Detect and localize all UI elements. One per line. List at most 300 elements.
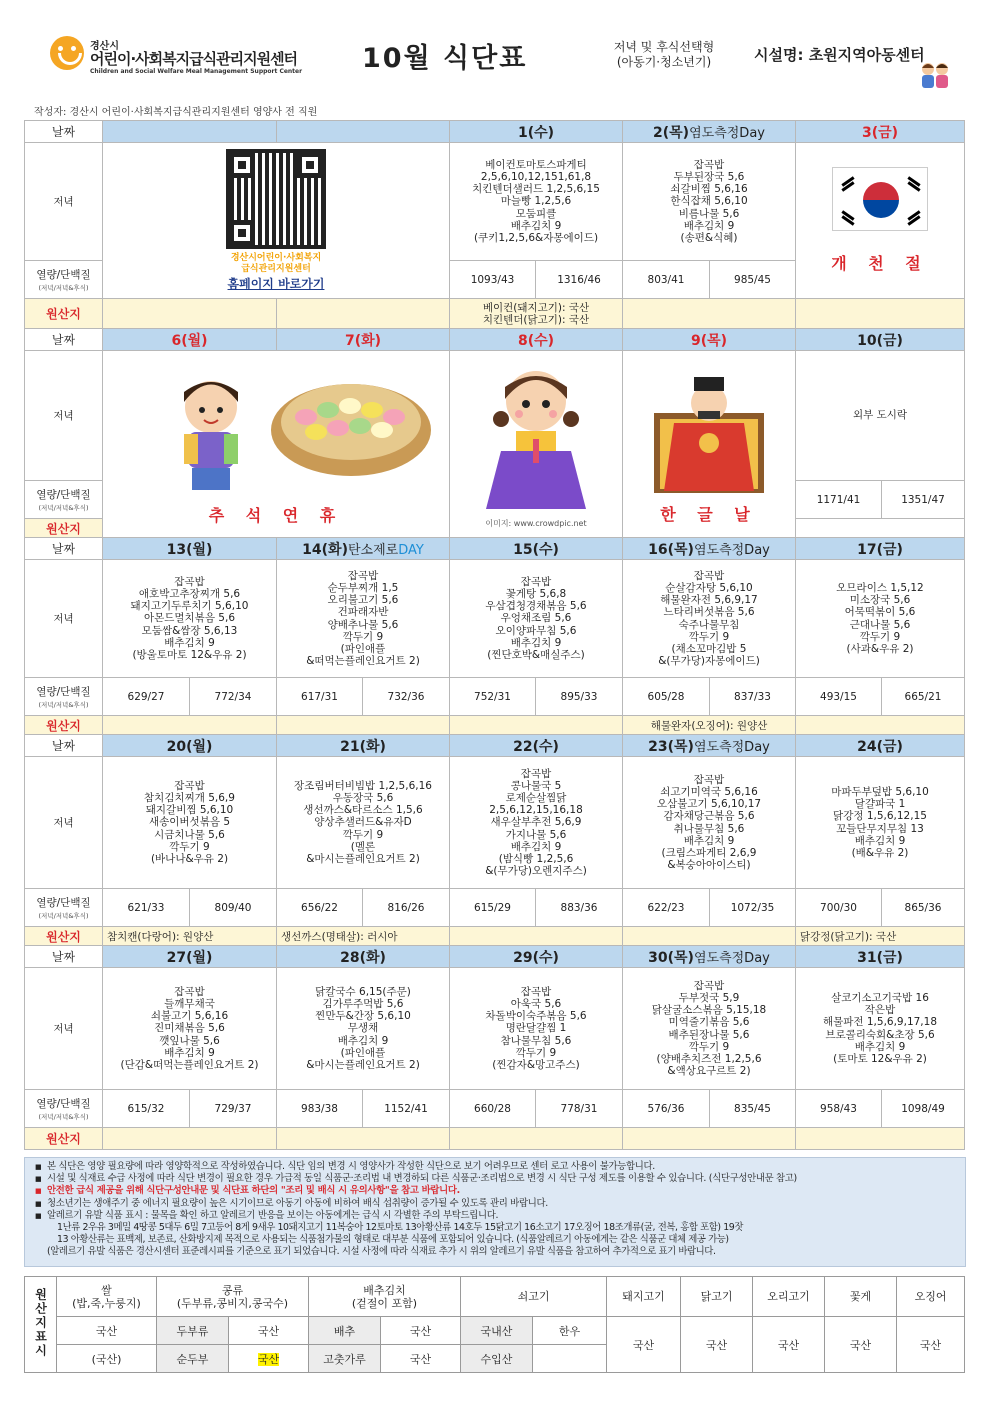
menu-dish: 깍두기 9 [342,828,384,841]
girl-hanbok-icon [461,359,611,515]
date-text: 14(화) [302,541,348,558]
menu-dish: 배추김치 9 [510,636,562,649]
beef-type: 국내산 [461,1317,533,1345]
menu-dish: 배추김치 9 [683,834,735,847]
menu-dish: 우동장국 5,6 [332,791,394,804]
king-sejong-icon [634,363,784,497]
menu-dish: 어묵떡볶이 5,6 [844,606,916,619]
menu-dish: 시금치나물 5,6 [154,828,225,841]
menu-dish: (토마토 12&우유 2) [833,1052,927,1065]
origin-label: 원산지 [25,927,103,946]
crab-origin: 국산 [825,1317,897,1373]
notes-box [24,1157,966,1267]
squid-header: 오징어 [897,1277,965,1317]
menu-dish: 아욱국 5,6 [510,997,562,1010]
week5-day2-date: 28(화) [277,946,450,968]
date-text: 30(목) [648,949,694,966]
salinity-day: 염도측정Day [689,125,765,141]
menu-dish: (크림스파게티 2,6,9 [661,846,757,859]
menu-dish: 김가루주먹밥 5,6 [322,997,404,1010]
menu-dish: 오삼불고기 5,6,10,17 [656,798,762,811]
note-item: ■ 알레르기 유발 식품 표시 : 물목을 확인 하고 알레르기 반응을 보이는 아동에게는 급식 시 각별한 주의 부탁드립니다. [35,1210,959,1222]
menu-dish: 모둠피클 [515,207,557,220]
kcal-value: 752/31 [450,678,536,716]
week3-origin-note: 해물완자(오징어): 원양산 [623,716,796,735]
week1-day2-date [277,121,450,143]
kimchi-type: 배추 [309,1317,381,1345]
menu-dish: (멜론 [350,840,376,853]
kcal-value: 1152/41 [363,1090,450,1128]
week3-day1-date: 13(월) [103,538,277,560]
kcal-value: 660/28 [450,1090,536,1128]
kcal-value: 622/23 [623,889,710,927]
menu-dish: 애호박고추장찌개 5,6 [138,587,241,600]
week3-day1-menu [103,560,277,678]
week3-day3-date: 15(수) [450,538,623,560]
week5-kcal-row [25,1090,965,1128]
menu-table [24,120,964,1150]
kcal-label: 열량/단백질 (저녁/저녁&후식) [25,481,103,519]
menu-dish: 작은밥 [864,1004,896,1017]
week3-origin-row [25,716,965,735]
week2-day1-date: 6(월) [103,329,277,351]
kcal-value: 883/36 [536,889,623,927]
page-title: 10월 식단표 [362,43,528,74]
menu-dish: 배추김치 9 [164,636,215,649]
menu-dish: 순두부찌개 1,5 [327,581,399,594]
menu-dish: 근대나물 5,6 [849,618,911,631]
week1-day3-date: 1(수) [450,121,623,143]
crab-header: 꽃게 [825,1277,897,1317]
menu-dish: 미소장국 5,6 [849,594,911,607]
date-text: 23(목) [648,738,694,755]
menu-dish: (파인애플 [340,1046,386,1059]
menu-dish: (사과&우유 2) [846,642,914,655]
kcal-value: 629/27 [103,678,190,716]
dinner-label: 저녁 [25,351,103,481]
week2-dinner-row [25,351,965,481]
menu-dish: (찐단호박&매실주스) [487,649,585,661]
beans-origin: 국산 [229,1317,309,1345]
date-label: 날짜 [25,329,103,351]
kcal-value: 605/28 [623,678,710,716]
note-item: ■ 본 식단은 영양 필요량에 따라 영양학적으로 작성하였습니다. 식단 임의 변경 시 영양사가 작성한 식단으로 보기 어려우므로 센터 로고 사용이 불가능합니다. [35,1161,959,1173]
week4-day2-menu [277,757,450,889]
menu-dish: 잡곡밥 [693,979,725,992]
week5-day5-date: 31(금) [796,946,965,968]
facility-name: 시설명: 초원지역아동센터 [754,46,925,64]
org-english-name: Children and Social Welfare Meal Management Support Center [90,68,303,75]
kcal-value: 665/21 [882,678,965,716]
menu-dish: 모둠쌈&쌈장 5,6,13 [141,624,238,637]
week4-day1-menu [103,757,277,889]
menu-dish: 두부젓국 5,9 [678,991,740,1004]
menu-dish: 쇠갈비찜 5,6,16 [670,183,748,196]
chuseok-label: 추 석 연 휴 [208,506,344,525]
week3-day2-menu [277,560,450,678]
kcal-value: 865/36 [882,889,965,927]
origin-table [24,1276,964,1373]
menu-dish: 한식잡채 5,6,10 [670,195,748,208]
menu-dish: 깍두기 9 [342,630,384,643]
menu-dish: 마파두부덮밥 5,6,10 [831,785,929,798]
date-text: 2(목) [653,124,690,141]
org-city: 경산시 [90,41,119,52]
menu-dish: 두부된장국 5,6 [673,170,745,183]
menu-dish: 돼지갈비찜 5,6,10 [145,804,234,817]
pork-origin: 국산 [607,1317,681,1373]
qr-org-line2: 급식관리지원센터 [241,264,311,274]
date-label: 날짜 [25,946,103,968]
chicken-origin: 국산 [681,1317,753,1373]
kcal-value: 1316/46 [536,261,623,299]
menu-dish: (밤식빵 1,2,5,6 [498,853,574,865]
week4-date-row [25,735,965,757]
chuseok-illustration-icon [106,362,446,512]
menu-dish: 잡곡밥 [520,575,552,588]
qr-code-cell [103,143,450,299]
kcal-value: 617/31 [277,678,363,716]
week3-day4-date [623,538,796,560]
menu-dish: 무생채 [347,1022,379,1035]
week3-day5-date: 17(금) [796,538,965,560]
menu-dish: 해물파전 1,5,6,9,17,18 [822,1016,938,1029]
menu-dish: 아몬드멸치볶음 5,6 [143,612,236,625]
week4-day2-date: 21(화) [277,735,450,757]
kimchi-origin: 국산 [381,1345,461,1373]
week1-origin-note: 베이컨(돼지고기): 국산 치킨텐더(닭고기): 국산 [450,299,623,329]
week1-dinner-row [25,143,965,261]
kcal-label: 열량/단백질 (저녁/저녁&후식) [25,261,103,299]
chicken-header: 닭고기 [681,1277,753,1317]
page-header [0,28,992,90]
menu-dish: 깍두기 9 [688,630,730,643]
menu-dish: 꽃게탕 5,6,8 [505,587,567,600]
menu-dish: (양배추치즈전 1,2,5,6 [656,1052,762,1065]
chuseok-holiday-cell [103,351,450,538]
week4-day3-menu [450,757,623,889]
kcal-value: 985/45 [710,261,796,299]
menu-dish: 마늘빵 1,2,5,6 [500,195,572,208]
kcal-value: 729/37 [190,1090,277,1128]
salinity-day: 염도측정Day [693,950,770,966]
menu-dish: (쿠키1,2,5,6&자몽에이드) [473,232,599,244]
date-text: 16(목) [648,541,694,558]
menu-dish: 잡곡밥 [693,158,725,171]
rice-header: 쌀 (밥,죽,누룽지) [57,1277,157,1317]
week4-day4-menu [623,757,796,889]
week1-day3-menu [450,143,623,261]
menu-dish: &마시는플레인요거트 2) [306,853,420,865]
kcal-value: 700/30 [796,889,882,927]
week1-day4-menu [623,143,796,261]
menu-dish: 해물완자전 5,6,9,17 [660,594,758,607]
menu-dish: 쇠불고기 5,6,16 [150,1010,229,1023]
menu-dish: 참나물무침 5,6 [500,1034,572,1047]
menu-dish: 배추김치 9 [337,1034,389,1047]
week5-origin-row [25,1128,965,1150]
note-item: ■ 청소년기는 생애주기 중 에너지 필요량이 높은 시기이므로 아동기 아동에 비하여 배식 섭취량이 증가될 수 있도록 관리 바랍니다. [35,1198,959,1210]
rice-origin-alt: (국산) [57,1345,157,1373]
kcal-label: 열량/단백질 (저녁/저녁&후식) [25,1090,103,1128]
rice-origin: 국산 [57,1317,157,1345]
meal-type-line1: 저녁 및 후식선택형 [613,40,715,54]
menu-dish: 차돌박이숙주볶음 5,6 [485,1010,587,1023]
week3-day2-date [277,538,450,560]
week4-day3-date: 22(수) [450,735,623,757]
kcal-value: 1072/35 [710,889,796,927]
qr-org-line1: 경산시어린이·사회복지 [230,253,322,263]
week5-day1-date: 27(월) [103,946,277,968]
allergen-note: 13 아황산류는 표백제, 보존료, 산화방지제 목적으로 사용되는 식품첨가물의 형태로 대부분 식품에 포함되어 있습니다. (식품알레르기 아동에게는 같은 식품군 대체 제공 가능) [57,1234,729,1246]
carbon-zero-day: 탄소제로 [347,542,399,558]
menu-dish: 꼬들단무지무침 13 [836,822,924,835]
kcal-value: 809/40 [190,889,277,927]
menu-dish: 2,5,6,10,12,151,61,8 [480,170,592,183]
week3-day5-menu [796,560,965,678]
menu-dish: (방울토마토 12&우유 2) [132,649,247,661]
kcal-value: 835/45 [710,1090,796,1128]
foundation-day-label: 개 천 절 [831,254,929,273]
homepage-link[interactable]: 홈페이지 바로가기 [227,277,325,291]
menu-dish: 가지나물 5,6 [505,828,567,841]
week4-origin-note-fri: 닭강정(닭고기): 국산 [796,927,965,946]
menu-dish: 잡곡밥 [693,569,725,582]
girl-illustration-cell [450,351,623,538]
menu-dish: 잡곡밥 [693,773,725,786]
allergen-list: 1난류 2우유 3메밀 4땅콩 5대두 6밀 7고등어 8게 9새우 10돼지고기 11복숭아 12토마토 13아황산류 14호두 15닭고기 16소고기 17오징어 18조개류(굴, 전복, 홍합 포함) 19잣 [57,1222,744,1234]
beef-type: 수입산 [461,1345,533,1373]
kcal-value: 983/38 [277,1090,363,1128]
squid-origin: 국산 [897,1317,965,1373]
allergen-standard-note: (알레르기 유발 식품은 경산시센터 표준레시피를 기준으로 표기 되었습니다. 시설 사정에 따라 식재료 추가 시 위의 알레르기 유발 식품을 참고하여 추가적으로 표기 바랍니다. [47,1246,716,1258]
beef-header: 쇠고기 [461,1277,607,1317]
menu-dish: 깍두기 9 [688,1040,730,1053]
kcal-value: 772/34 [190,678,277,716]
menu-dish: 잡곡밥 [520,767,552,780]
week3-date-row [25,538,965,560]
menu-dish: &떠먹는플레인요거트 2) [306,655,420,668]
kcal-value: 1351/47 [882,481,965,519]
menu-dish: 오이양파무침 5,6 [495,624,577,637]
menu-dish: 감자채당근볶음 5,6 [663,810,755,823]
menu-dish: 닭강정 1,5,6,12,15 [833,810,927,823]
menu-dish: 배추김치 9 [854,834,906,847]
week5-day3-date: 29(수) [450,946,623,968]
dinner-label: 저녁 [25,143,103,261]
week5-date-row [25,946,965,968]
week4-origin-note-tue: 생선까스(명태살): 러시아 [277,927,450,946]
menu-dish: 깻잎나물 5,6 [159,1034,220,1047]
menu-dish: 닭살굴소스볶음 5,15,18 [651,1004,767,1017]
menu-dish: (파인애플 [340,642,386,655]
menu-dish: 배추김치 9 [683,219,735,232]
king-illustration-cell [623,351,796,538]
week2-day3-date: 8(수) [450,329,623,351]
menu-dish: &복숭아아이스티) [667,859,751,872]
kcal-value: 803/41 [623,261,710,299]
menu-dish: 명란달걀찜 1 [505,1022,567,1035]
week4-origin-row [25,927,965,946]
week1-day5-date: 3(금) [796,121,965,143]
menu-dish: 느타리버섯볶음 5,6 [663,606,755,619]
beans-origin: 국산 [229,1345,309,1373]
week1-day4-date [623,121,796,143]
korean-flag-icon [832,167,928,231]
week4-kcal-row [25,889,965,927]
note-item: ■ 시설 및 식재료 수급 사정에 따라 식단 변경이 필요한 경우 가급적 동일 식품군·조리법 내 변경하되 다른 식품군·조리법으로 변경 시 식단 구성 제도를 이용할 수 있습니다. (식단구성안내문 참고) [35,1173,959,1185]
menu-dish: (송편&식혜) [680,232,738,244]
menu-dish: 치킨텐더샐러드 1,2,5,6,15 [472,183,600,196]
kcal-value: 615/32 [103,1090,190,1128]
dinner-label: 저녁 [25,968,103,1090]
salinity-day: 염도측정Day [693,739,770,755]
meal-type-line2: (아동기·청소년기) [616,55,712,69]
menu-dish: 깍두기 9 [169,840,210,853]
week5-day1-menu [103,968,277,1090]
kcal-value: 1098/49 [882,1090,965,1128]
menu-dish: 배추된장나물 5,6 [668,1028,750,1041]
menu-dish: 베이컨토마토스파게티 [485,158,587,171]
week5-day3-menu [450,968,623,1090]
origin-side-label: 원산지표시 [25,1277,57,1373]
menu-dish: 오므라이스 1,5,12 [836,581,924,594]
menu-dish: 비름나물 5,6 [678,207,740,220]
menu-dish: 쇠고기미역국 5,6,16 [660,785,758,798]
menu-dish: (단감&떠먹는플레인요거트 2) [120,1059,259,1071]
menu-dish: 새송이버섯볶음 5 [148,816,231,829]
week3-day4-menu [623,560,796,678]
menu-dish: 우삼겹청경채볶음 5,6 [485,600,587,613]
week1-day5-holiday [796,143,965,299]
menu-dish: (배&우유 2) [851,846,909,859]
week4-dinner-row [25,757,965,889]
menu-dish: 돼지고기두루치기 5,6,10 [130,600,249,613]
week5-day4-date [623,946,796,968]
kcal-value: 837/33 [710,678,796,716]
week2-day5-menu: 외부 도시락 [796,351,965,481]
week3-day3-menu [450,560,623,678]
menu-dish: 숙주나물무침 [678,618,740,631]
week2-day2-date: 7(화) [277,329,450,351]
meal-type [604,40,724,70]
dinner-label: 저녁 [25,757,103,889]
kcal-value: 816/26 [363,889,450,927]
kcal-value: 895/33 [536,678,623,716]
week1-origin-row [25,299,965,329]
menu-dish: 배추김치 9 [510,840,562,853]
week1-date-row [25,121,965,143]
menu-dish: 진미채볶음 5,6 [154,1022,225,1035]
center-logo-icon [50,36,84,70]
duck-header: 오리고기 [753,1277,825,1317]
menu-dish: 취나물무침 5,6 [673,822,745,835]
week2-date-row [25,329,965,351]
kimchi-origin: 국산 [381,1317,461,1345]
carbon-zero-day-suffix: DAY [398,542,424,558]
menu-dish: 생선까스&타르소스 1,5,6 [303,804,423,817]
week2-day4-date: 9(목) [623,329,796,351]
author-line: 작성자: 경산시 어린이·사회복지급식관리지원센터 영양사 전 직원 [34,107,318,118]
kcal-value: 1093/43 [450,261,536,299]
kimchi-type: 고춧가루 [309,1345,381,1373]
org-name: 어린이·사회복지급식관리지원센터 [90,50,298,68]
note-item-alert: ■ 안전한 급식 제공을 위해 식단구성안내문 및 식단표 하단의 "조리 및 배식 시 유의사항"을 참고 바랍니다. [35,1185,959,1197]
menu-dish: 순살감자탕 5,6,10 [665,581,753,594]
menu-dish: 잡곡밥 [174,779,205,792]
menu-dish: 건파래자반 [337,606,389,619]
week4-day1-date: 20(월) [103,735,277,757]
kcal-value: 621/33 [103,889,190,927]
week4-day4-date [623,735,796,757]
menu-dish: 오리불고기 5,6 [327,594,399,607]
week1-day1-date [103,121,277,143]
beef-origin [533,1345,607,1373]
menu-dish: &마시는플레인요거트 2) [306,1059,420,1071]
week3-kcal-row [25,678,965,716]
origin-label: 원산지 [25,1128,103,1150]
menu-dish: 미역줄기볶음 5,6 [668,1016,750,1029]
origin-label: 원산지 [25,299,103,329]
menu-dish: 참치김치찌개 5,6,9 [144,791,235,804]
menu-dish: &액상요구르트 2) [667,1065,751,1078]
beef-origin: 한우 [533,1317,607,1345]
dinner-label: 저녁 [25,560,103,678]
week5-dinner-row [25,968,965,1090]
menu-dish: &(무가당)오렌지주스) [485,865,587,878]
kcal-value: 1171/41 [796,481,882,519]
menu-dish: 깍두기 9 [859,630,901,643]
week4-origin-note-mon: 참치캔(다랑어): 원양산 [103,927,277,946]
origin-label: 원산지 [25,716,103,735]
week3-dinner-row [25,560,965,678]
week5-day4-menu [623,968,796,1090]
origin-label: 원산지 [25,519,103,538]
menu-dish: (찐감자&망고주스) [492,1059,580,1071]
menu-dish: 찐만두&간장 5,6,10 [315,1010,411,1023]
kcal-value: 732/36 [363,678,450,716]
date-label: 날짜 [25,735,103,757]
kcal-value: 576/36 [623,1090,710,1128]
menu-dish: 배추김치 9 [164,1046,215,1059]
week5-day5-menu [796,968,965,1090]
kcal-value: 493/15 [796,678,882,716]
children-icon [918,60,952,90]
week5-day2-menu [277,968,450,1090]
beans-header: 콩류 (두부류,콩비지,콩국수) [157,1277,309,1317]
menu-dish: 살코기소고기국밥 16 [831,991,929,1004]
menu-dish: 배추김치 9 [510,219,562,232]
menu-dish: 잡곡밥 [174,985,205,998]
pork-header: 돼지고기 [607,1277,681,1317]
week4-day5-date: 24(금) [796,735,965,757]
menu-dish: 달걀파국 1 [854,798,906,811]
menu-dish: 양상추샐러드&유자D [314,816,412,829]
week4-day5-menu [796,757,965,889]
menu-dish: (바나나&우유 2) [150,853,229,865]
kcal-value: 615/29 [450,889,536,927]
beans-type: 두부류 [157,1317,229,1345]
kcal-value: 778/31 [536,1090,623,1128]
menu-dish: 우엉채조림 5,6 [500,612,572,625]
menu-dish: 닭칼국수 6,15(주문) [315,985,411,998]
menu-dish: 장조림버터비빔밥 1,2,5,6,16 [294,779,432,792]
date-label: 날짜 [25,121,103,143]
kcal-label: 열량/단백질 (저녁/저녁&후식) [25,889,103,927]
hangul-day-label: 한 글 날 [660,505,758,524]
menu-dish: (채소꼬마김밥 5 [671,642,747,655]
menu-dish: 2,5,6,12,15,16,18 [489,804,583,817]
